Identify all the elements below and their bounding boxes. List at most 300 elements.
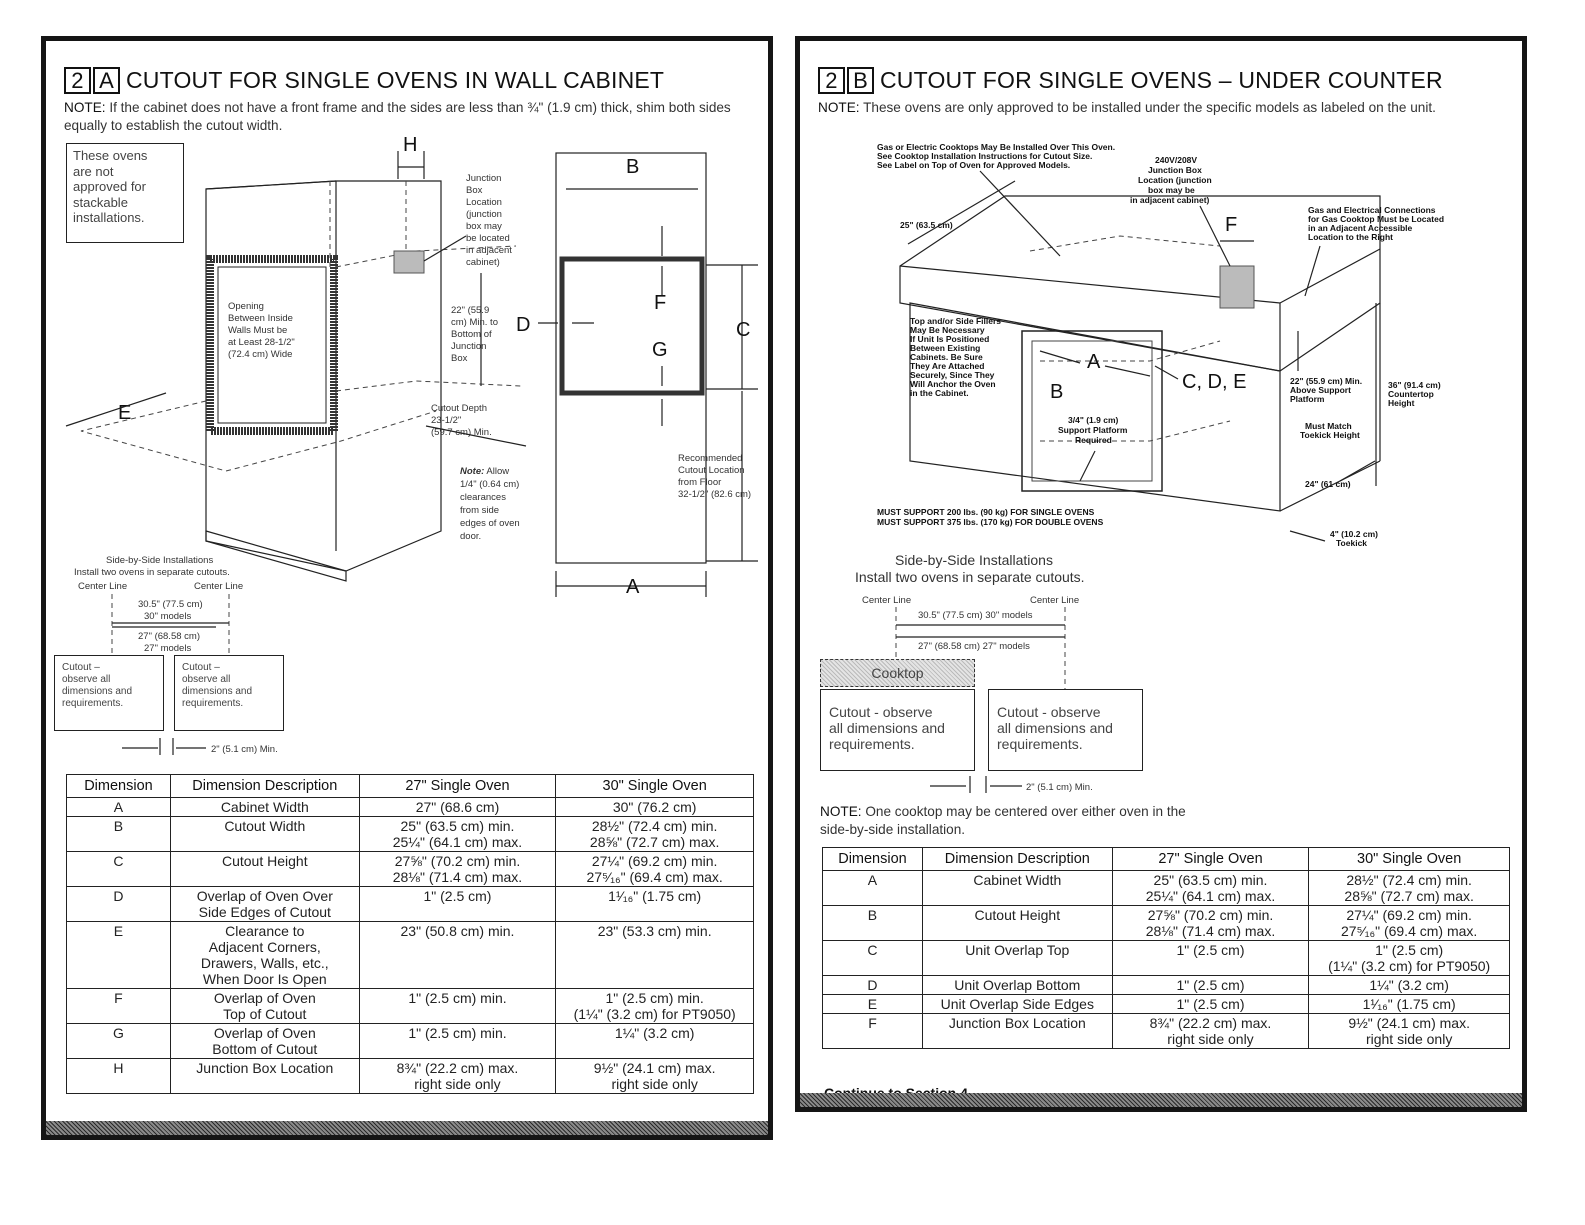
box-line: Cutout - observe <box>997 704 1101 720</box>
box-line: requirements. <box>62 698 124 709</box>
warning-line: installations. <box>73 210 145 225</box>
warning-line: stackable <box>73 194 128 210</box>
table-header-cell: 27" Single Oven <box>359 775 556 798</box>
cell-line: 1¼" (3.2 cm) <box>1369 977 1449 993</box>
cell-line: Adjacent Corners, <box>208 939 321 955</box>
h36-label <box>1388 380 1441 408</box>
table-row <box>67 989 754 1024</box>
cell-line: H <box>113 1060 124 1076</box>
svg-text:Box: Box <box>451 353 468 364</box>
jbox-height-label <box>451 305 498 364</box>
toekick-label <box>1330 529 1378 548</box>
svg-text:Junction Box: Junction Box <box>1148 165 1202 175</box>
box-line: dimensions and <box>182 686 253 697</box>
section-number: 2 <box>64 67 91 94</box>
svg-text:30.5" (77.5 cm): 30.5" (77.5 cm) <box>138 599 203 610</box>
cell-line: Clearance to <box>225 923 305 939</box>
sbs-note <box>820 803 1210 839</box>
svg-text:from Floor: from Floor <box>678 477 722 488</box>
table-row <box>67 922 754 989</box>
svg-text:Will Anchor the Oven: Will Anchor the Oven <box>910 379 996 389</box>
table-row <box>823 995 1510 1014</box>
toekick-match-label <box>1300 421 1360 440</box>
svg-text:30" models: 30" models <box>144 611 192 622</box>
cell-line: 1" (2.5 cm) <box>1176 942 1245 958</box>
note-text: These ovens are only approved to be installed under the specific models as labeled on the unit. <box>863 100 1436 115</box>
label-cde: C, D, E <box>1182 371 1247 393</box>
svg-text:Note: Allow: Note: Allow <box>460 466 510 477</box>
svg-text:cm) Min. to: cm) Min. to <box>451 317 498 328</box>
front-elevation <box>556 153 706 563</box>
table-cell <box>823 871 923 906</box>
table-cell <box>67 817 171 852</box>
svg-text:30.5" (77.5 cm) 30" models: 30.5" (77.5 cm) 30" models <box>918 610 1033 621</box>
table-cell <box>556 989 754 1024</box>
cell-line: A <box>867 872 878 888</box>
sbs-cutout-box-2 <box>174 655 284 731</box>
svg-text:22" (55.9: 22" (55.9 <box>451 305 490 316</box>
table-row <box>823 941 1510 976</box>
svg-text:Between Existing: Between Existing <box>910 343 981 353</box>
sbs-cutout-box-1 <box>820 689 975 771</box>
svg-text:Location to the Right: Location to the Right <box>1308 232 1393 242</box>
sbs-min: 2" (5.1 cm) Min. <box>1026 782 1093 793</box>
cell-line: (1¼" (3.2 cm) for PT9050) <box>573 1006 736 1022</box>
sbs-cooktop-box <box>820 659 975 687</box>
cell-line: 27" (68.6 cm) <box>415 799 500 815</box>
table-cell <box>1112 871 1309 906</box>
svg-text:Required: Required <box>1075 435 1112 445</box>
svg-text:Countertop: Countertop <box>1388 389 1434 399</box>
svg-text:Install two ovens in separate: Install two ovens in separate cutouts. <box>74 567 230 578</box>
table-cell <box>922 995 1112 1014</box>
svg-text:Side-by-Side Installations: Side-by-Side Installations <box>106 555 214 566</box>
table-cell <box>556 887 754 922</box>
table-cell <box>67 852 171 887</box>
svg-text:cabinet): cabinet) <box>466 257 500 268</box>
cell-line: 1" (2.5 cm) <box>423 888 492 904</box>
table-cell <box>67 1059 171 1094</box>
svg-text:Walls Must be: Walls Must be <box>228 325 288 336</box>
label-h: H <box>403 134 418 156</box>
cell-line: 30" (76.2 cm) <box>612 799 697 815</box>
cell-line: B <box>867 907 878 923</box>
cell-line: 27⅝" (70.2 cm) min. <box>394 853 521 869</box>
svg-text:Gas and Electrical Connections: Gas and Electrical Connections <box>1308 205 1436 215</box>
cell-line: Bottom of Cutout <box>212 1041 318 1057</box>
table-cell <box>556 922 754 989</box>
cell-line: 28½" (72.4 cm) min. <box>591 818 718 834</box>
table-cell <box>556 1059 754 1094</box>
table-cell <box>823 906 923 941</box>
section-letter: A <box>93 67 120 94</box>
table-cell <box>922 1014 1112 1049</box>
svg-text:Side-by-Side Installations: Side-by-Side Installations <box>895 552 1053 568</box>
box-line: all dimensions and <box>829 720 945 736</box>
table-row <box>67 852 754 887</box>
svg-text:Location (junction: Location (junction <box>1138 175 1212 185</box>
label-f: F <box>654 292 667 314</box>
under-counter-diagram <box>800 41 1527 801</box>
cell-line: When Door Is Open <box>202 971 327 987</box>
cell-line: 23" (50.8 cm) min. <box>400 923 515 939</box>
svg-text:22" (55.9 cm) Min.: 22" (55.9 cm) Min. <box>1290 376 1363 386</box>
table-cell <box>67 922 171 989</box>
cell-line: Overlap of Oven <box>213 990 316 1006</box>
table-cell <box>359 1059 556 1094</box>
cell-line: 8¾" (22.2 cm) max. <box>396 1060 519 1076</box>
table-cell <box>922 906 1112 941</box>
svg-text:MUST SUPPORT 375 lbs. (170 kg): MUST SUPPORT 375 lbs. (170 kg) FOR DOUBLE OVENS <box>877 517 1104 527</box>
cell-line: 28⅝" (72.7 cm) max. <box>1344 888 1474 904</box>
cell-line: 8¾" (22.2 cm) max. <box>1149 1015 1272 1031</box>
table-row <box>67 1059 754 1094</box>
svg-text:Recommended: Recommended <box>678 453 743 464</box>
note-label: NOTE: <box>64 100 106 115</box>
svg-text:Cabinets. Be Sure: Cabinets. Be Sure <box>910 352 983 362</box>
svg-text:Toekick: Toekick <box>1336 538 1368 548</box>
svg-text:Cutout Depth: Cutout Depth <box>431 403 487 414</box>
svg-text:(junction: (junction <box>466 209 502 220</box>
table-cell <box>1112 976 1309 995</box>
table-cell <box>1309 871 1510 906</box>
table-cell <box>922 941 1112 976</box>
table-header-row <box>67 775 754 798</box>
svg-text:See Label on Top of Oven for A: See Label on Top of Oven for Approved Models. <box>877 160 1071 170</box>
svg-text:(72.4 cm) Wide: (72.4 cm) Wide <box>228 349 293 360</box>
note-text: One cooktop may be centered over either oven in the side-by-side installation. <box>820 804 1186 837</box>
cell-line: 27¼" (69.2 cm) min. <box>591 853 718 869</box>
table-cell <box>556 817 754 852</box>
note-label: NOTE: <box>820 804 862 819</box>
svg-text:Center Line: Center Line <box>862 595 912 606</box>
svg-text:Junction: Junction <box>466 173 502 184</box>
box-line: dimensions and <box>62 686 133 697</box>
box-line: requirements. <box>182 698 244 709</box>
table-cell <box>1112 1014 1309 1049</box>
svg-text:Center Line: Center Line <box>78 581 128 592</box>
table-cell <box>823 1014 923 1049</box>
table-cell <box>823 976 923 995</box>
w25-label: 25" (63.5 cm) <box>900 220 953 230</box>
right-panel <box>795 36 1527 1112</box>
svg-text:Cutout Location: Cutout Location <box>678 465 745 476</box>
cell-line: 27⁵⁄₁₆" (69.4 cm) max. <box>586 869 723 885</box>
svg-text:be located: be located <box>466 233 510 244</box>
table-cell <box>359 989 556 1024</box>
sbs-cutout-box-1 <box>54 655 164 731</box>
cell-line: Top of Cutout <box>223 1006 307 1022</box>
sbs-cutout-box-2 <box>988 689 1143 771</box>
svg-text:MUST SUPPORT 200 lbs. (90 kg): MUST SUPPORT 200 lbs. (90 kg) FOR SINGLE OVENS <box>877 507 1095 517</box>
svg-text:27" (68.58 cm) 27" models: 27" (68.58 cm) 27" models <box>918 641 1030 652</box>
junction-box <box>1220 266 1254 308</box>
cell-line: F <box>114 990 123 1006</box>
table-cell <box>1309 1014 1510 1049</box>
table-cell <box>1112 941 1309 976</box>
cell-line: 25" (63.5 cm) min. <box>400 818 515 834</box>
section-letter: B <box>847 67 874 94</box>
cell-line: 28½" (72.4 cm) min. <box>1346 872 1472 888</box>
table-cell <box>170 852 359 887</box>
cell-line: 1" (2.5 cm) <box>1176 977 1245 993</box>
cell-line: Overlap of Oven Over <box>196 888 333 904</box>
table-header-cell: Dimension Description <box>170 775 359 798</box>
svg-text:27" models: 27" models <box>144 643 192 654</box>
svg-text:at Least 28-1/2": at Least 28-1/2" <box>228 337 295 348</box>
table-cell <box>922 976 1112 995</box>
svg-text:3/4" (1.9 cm): 3/4" (1.9 cm) <box>1068 415 1119 425</box>
svg-text:240V/208V: 240V/208V <box>1155 155 1198 165</box>
svg-text:4" (10.2 cm): 4" (10.2 cm) <box>1330 529 1378 539</box>
table-cell <box>359 922 556 989</box>
front-oven-frame <box>562 259 702 393</box>
table-cell <box>67 1024 171 1059</box>
warning-line: These ovens <box>73 148 148 163</box>
opening-label <box>228 301 295 360</box>
label-d: D <box>516 314 531 336</box>
svg-text:door.: door. <box>460 531 482 542</box>
cell-line: Junction Box Location <box>196 1060 334 1076</box>
table-row <box>823 871 1510 906</box>
table-cell <box>170 1059 359 1094</box>
section-number: 2 <box>818 67 845 94</box>
sbs-min: 2" (5.1 cm) Min. <box>211 744 278 755</box>
table-cell <box>823 941 923 976</box>
cell-line: 1¼" (3.2 cm) <box>614 1025 695 1041</box>
cell-line: A <box>113 799 124 815</box>
svg-text:in adjacent: in adjacent <box>466 245 512 256</box>
table-cell <box>1309 995 1510 1014</box>
cell-line: 25¼" (64.1 cm) max. <box>392 834 523 850</box>
cell-line: B <box>113 818 124 834</box>
table-row <box>67 798 754 817</box>
cell-line: D <box>867 977 878 993</box>
svg-text:edges of oven: edges of oven <box>460 518 520 529</box>
cell-line: Cutout Height <box>221 853 308 869</box>
cell-line: Unit Overlap Top <box>965 942 1070 958</box>
svg-text:27" (68.58 cm): 27" (68.58 cm) <box>138 631 200 642</box>
cell-line: Cutout Width <box>224 818 306 834</box>
svg-text:They Are Attached: They Are Attached <box>910 361 985 371</box>
table-cell <box>170 1024 359 1059</box>
table-cell <box>170 817 359 852</box>
cell-line: E <box>867 996 878 1012</box>
section-title-text: CUTOUT FOR SINGLE OVENS IN WALL CABINET <box>126 67 665 93</box>
table-cell <box>67 798 171 817</box>
panel-bottom-bar <box>800 1093 1522 1107</box>
svg-text:Opening: Opening <box>228 301 264 312</box>
table-cell <box>359 1024 556 1059</box>
cell-line: Junction Box Location <box>948 1015 1086 1031</box>
warning-line: are not <box>73 163 114 179</box>
cell-line: Unit Overlap Side Edges <box>940 996 1094 1012</box>
dimension-table-2a <box>66 774 754 1094</box>
svg-text:(59.7 cm) Min.: (59.7 cm) Min. <box>431 427 492 438</box>
d24-label: 24" (61 cm) <box>1305 479 1351 489</box>
cell-line: 27⁵⁄₁₆" (69.4 cm) max. <box>1341 923 1478 939</box>
label-g: G <box>652 339 668 361</box>
svg-text:36" (91.4 cm): 36" (91.4 cm) <box>1388 380 1441 390</box>
sbs-titles <box>74 555 243 654</box>
svg-text:Above Support: Above Support <box>1290 385 1351 395</box>
cell-line: 27¼" (69.2 cm) min. <box>1346 907 1472 923</box>
cell-line: Unit Overlap Bottom <box>954 977 1081 993</box>
box-line: Cutout – <box>182 662 220 673</box>
cell-line: 1" (2.5 cm) <box>1375 942 1444 958</box>
table-header-cell: 30" Single Oven <box>1309 848 1510 871</box>
cell-line: E <box>113 923 124 939</box>
table-row <box>67 1024 754 1059</box>
cell-line: 9½" (24.1 cm) max. <box>593 1060 716 1076</box>
svg-text:Platform: Platform <box>1290 394 1325 404</box>
svg-text:Gas or Electric Cooktops May B: Gas or Electric Cooktops May Be Installed Over This Oven. <box>877 142 1116 152</box>
recommended-label <box>678 453 751 500</box>
table-cell <box>556 852 754 887</box>
jbox-label <box>1130 155 1212 205</box>
cell-line: Cabinet Width <box>973 872 1062 888</box>
table-cell <box>67 887 171 922</box>
cooktop-text: Cooktop <box>871 665 924 681</box>
cell-line: 9½" (24.1 cm) max. <box>1348 1015 1470 1031</box>
table-row <box>67 887 754 922</box>
svg-text:If Unit Is Positioned: If Unit Is Positioned <box>910 334 990 344</box>
svg-text:clearances: clearances <box>460 492 506 503</box>
svg-text:for Gas Cooktop Must be Locate: for Gas Cooktop Must be Located <box>1308 214 1445 224</box>
cell-line: D <box>113 888 124 904</box>
table-cell <box>359 798 556 817</box>
cell-line: Overlap of Oven <box>213 1025 316 1041</box>
svg-text:Install two ovens in separate: Install two ovens in separate cutouts. <box>855 569 1085 585</box>
cell-line: 1¹⁄₁₆" (1.75 cm) <box>608 888 702 904</box>
table-cell <box>170 989 359 1024</box>
cell-line: Drawers, Walls, etc., <box>200 955 329 971</box>
cell-line: C <box>113 853 124 869</box>
cell-line: 1" (2.5 cm) <box>1176 996 1245 1012</box>
box-line: requirements. <box>829 736 915 752</box>
svg-text:May Be Necessary: May Be Necessary <box>910 325 985 335</box>
box-line: requirements. <box>997 736 1083 752</box>
cooktop-label <box>877 142 1115 170</box>
svg-text:Junction: Junction <box>451 341 487 352</box>
table-cell <box>823 995 923 1014</box>
warning-line: approved for <box>73 179 146 194</box>
table-cell <box>922 871 1112 906</box>
box-line: observe all <box>182 674 231 685</box>
cell-line: 25" (63.5 cm) min. <box>1153 872 1268 888</box>
svg-text:box may: box may <box>466 221 502 232</box>
svg-text:Center Line: Center Line <box>194 581 244 592</box>
box-line: all dimensions and <box>997 720 1113 736</box>
table-header-cell: 27" Single Oven <box>1112 848 1309 871</box>
table-row <box>823 906 1510 941</box>
panel-bottom-bar <box>46 1121 768 1135</box>
table-cell <box>556 798 754 817</box>
svg-text:in adjacent cabinet): in adjacent cabinet) <box>1130 195 1210 205</box>
cell-line: 23" (53.3 cm) min. <box>597 923 712 939</box>
table-cell <box>1309 906 1510 941</box>
table-header-cell: 30" Single Oven <box>556 775 754 798</box>
table-cell <box>556 1024 754 1059</box>
svg-text:box may be: box may be <box>1148 185 1195 195</box>
junction-label <box>466 173 512 268</box>
cell-line: Cutout Height <box>974 907 1061 923</box>
cell-line: right side only <box>611 1076 698 1092</box>
table-cell <box>1309 941 1510 976</box>
cell-line: Cabinet Width <box>220 799 309 815</box>
table-cell <box>359 852 556 887</box>
cell-line: 1" (2.5 cm) min. <box>605 990 704 1006</box>
svg-text:Box: Box <box>466 185 483 196</box>
gas-label <box>1308 205 1444 242</box>
note-text: If the cabinet does not have a front frame and the sides are less than ¾" (1.9 cm) thick, shim both sides equally to establish the cutout width. <box>64 100 731 133</box>
section-title-text: CUTOUT FOR SINGLE OVENS – UNDER COUNTER <box>880 67 1443 93</box>
cell-line: Side Edges of Cutout <box>198 904 331 920</box>
support-label <box>877 507 1104 527</box>
cell-line: 1¹⁄₁₆" (1.75 cm) <box>1362 996 1456 1012</box>
cell-line: 1" (2.5 cm) min. <box>408 1025 507 1041</box>
label-b: B <box>1050 381 1064 403</box>
table-cell <box>170 887 359 922</box>
label-f: F <box>1225 214 1238 236</box>
table-header-cell: Dimension Description <box>922 848 1112 871</box>
label-c: C <box>736 319 751 341</box>
junction-box <box>394 251 424 273</box>
allow-note <box>460 466 520 542</box>
label-b: B <box>626 156 640 178</box>
table-cell <box>170 798 359 817</box>
box-line: observe all <box>62 674 111 685</box>
svg-text:from side: from side <box>460 505 500 516</box>
cell-line: C <box>867 942 878 958</box>
cell-line: F <box>868 1015 877 1031</box>
table-cell <box>359 887 556 922</box>
table-cell <box>1112 906 1309 941</box>
svg-text:Must Match: Must Match <box>1305 421 1352 431</box>
table-header-row <box>823 848 1510 871</box>
box-line: Cutout – <box>62 662 100 673</box>
svg-text:in an Adjacent Accessible: in an Adjacent Accessible <box>1308 223 1413 233</box>
cell-line: 27⅝" (70.2 cm) min. <box>1147 907 1274 923</box>
table-cell <box>67 989 171 1024</box>
dimension-table-2b <box>822 847 1510 1049</box>
table-header-cell: Dimension <box>67 775 171 798</box>
label-a: A <box>1087 351 1101 373</box>
svg-text:Top and/or Side Fillers: Top and/or Side Fillers <box>910 316 1001 326</box>
cell-line: 25¼" (64.1 cm) max. <box>1145 888 1276 904</box>
svg-text:Toekick Height: Toekick Height <box>1300 430 1360 440</box>
table-row <box>67 817 754 852</box>
svg-text:23-1/2": 23-1/2" <box>431 415 462 426</box>
svg-text:Location: Location <box>466 197 502 208</box>
note-label: NOTE: <box>818 100 860 115</box>
left-panel <box>41 36 773 1140</box>
svg-text:in the Cabinet.: in the Cabinet. <box>910 388 969 398</box>
svg-text:Bottom of: Bottom of <box>451 329 492 340</box>
cell-line: 28⅝" (72.7 cm) max. <box>589 834 720 850</box>
label-e: E <box>118 402 132 424</box>
cell-line: right side only <box>414 1076 501 1092</box>
svg-text:Support Platform: Support Platform <box>1058 425 1128 435</box>
table-cell <box>359 817 556 852</box>
label-a: A <box>626 576 640 598</box>
table-row <box>823 1014 1510 1049</box>
table-cell <box>170 922 359 989</box>
cell-line: 28⅛" (71.4 cm) max. <box>392 869 523 885</box>
box-line: Cutout - observe <box>829 704 933 720</box>
svg-text:Securely, Since They: Securely, Since They <box>910 370 995 380</box>
cell-line: (1¼" (3.2 cm) for PT9050) <box>1328 958 1491 974</box>
